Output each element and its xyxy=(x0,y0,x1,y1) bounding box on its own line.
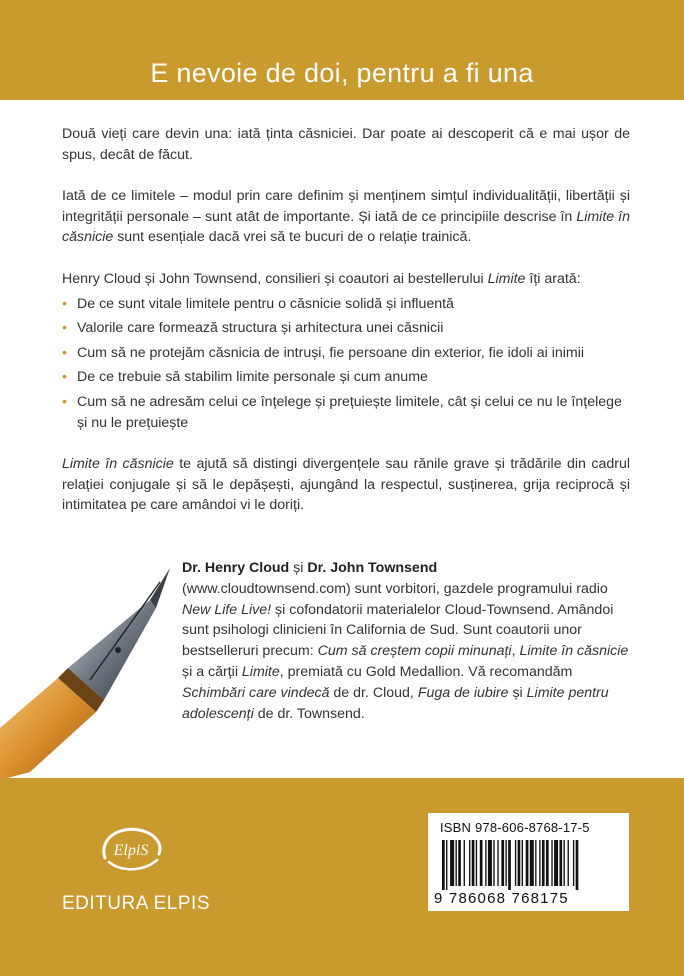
list-item: • De ce sunt vitale limitele pentru o căsnicie solidă și influentă xyxy=(62,294,630,315)
description-text xyxy=(62,124,630,516)
author-bio: Dr. Henry Cloud și Dr. John Townsend (www.cloudtownsend.com) sunt vorbitori, gazdele programului radio New Life Live! și cofondatorii materialelor Cloud-Townsend. Amândoi sunt psihologi clinicieni în California de Sud. Sunt coautorii unor bestselleruri precum: Cum să creștem copii minunați, Limite în căsnicie și a cărții Limite, premiată cu Gold Medallion. Vă recomandăm Schimbări care vindecă de dr. Cloud, Fuga de iubire și Limite pentru adolescenți de dr. Townsend. xyxy=(182,560,629,722)
barcode-bar xyxy=(568,840,569,886)
barcode-bar xyxy=(526,840,529,886)
barcode xyxy=(428,813,629,911)
barcode-bar xyxy=(573,840,574,886)
list-item: • Cum să ne protejăm căsnicia de intruși, fie persoane din exterior, fie idoli ai inimii xyxy=(62,343,630,364)
isbn-label: ISBN 978-606-8768-17-5 xyxy=(440,820,590,835)
barcode-bar xyxy=(442,840,445,890)
logo-text: ElpiS xyxy=(113,842,149,859)
fountain-pen-icon xyxy=(0,560,185,780)
barcode-bar xyxy=(488,840,492,886)
barcode-bar xyxy=(485,840,486,886)
barcode-bar xyxy=(476,840,477,886)
barcode-bar xyxy=(480,840,483,886)
barcode-bar xyxy=(464,840,465,886)
bullet-list xyxy=(62,294,630,434)
list-item: • Cum să ne adresăm celui ce înțelege și prețuiește limitele, cât și celui ce nu le înțelege și nu le prețuiește xyxy=(62,393,622,431)
publisher-name: EDITURA ELPIS xyxy=(62,893,210,914)
barcode-bar xyxy=(505,840,506,886)
barcode-bar xyxy=(456,840,457,886)
list-item: • Valorile care formează structura și arhitectura unei căsnicii xyxy=(62,318,630,339)
barcode-bar xyxy=(472,840,475,886)
barcode-bar xyxy=(535,840,536,886)
barcode-bar xyxy=(539,840,540,886)
barcode-bar xyxy=(446,840,447,890)
barcode-bar xyxy=(508,840,511,890)
bullet-intro: Henry Cloud și John Townsend, consilieri și coautori ai bestellerului Limite îți arată: xyxy=(62,270,581,287)
barcode-bar xyxy=(450,840,454,886)
barcode-bar xyxy=(564,840,565,886)
bullet-icon: • xyxy=(62,344,67,361)
barcode-bar xyxy=(501,840,504,886)
list-item: • De ce trebuie să stabilim limite personale și cum anume xyxy=(62,367,630,388)
bullet-icon: • xyxy=(62,320,67,337)
barcode-bar xyxy=(542,840,545,886)
barcode-bar xyxy=(497,840,498,886)
barcode-bar xyxy=(469,840,470,886)
barcode-bar xyxy=(518,840,521,886)
bullet-icon: • xyxy=(62,393,67,410)
barcode-bar xyxy=(551,840,552,886)
barcode-digits: 9 786068 768175 xyxy=(434,890,569,907)
barcode-bar xyxy=(522,840,523,886)
barcode-bar xyxy=(515,840,516,886)
barcode-bar xyxy=(530,840,534,886)
barcode-bar xyxy=(554,840,558,886)
barcode-bar xyxy=(546,840,549,886)
bullet-icon: • xyxy=(62,369,67,386)
paragraph-2: Iată de ce limitele – modul prin care definim și menținem simțul individualității, libertății și integrității personale – sunt atât de importante. Și iată de ce principiile descrise în Limite în căsnicie sunt esențiale dacă vrei să te bucuri de o relație trainică. xyxy=(62,188,630,246)
page-title: E nevoie de doi, pentru a fi una xyxy=(150,58,534,88)
barcode-bar xyxy=(493,840,494,886)
barcode-bars xyxy=(442,840,618,890)
barcode-bar xyxy=(576,840,579,890)
elpis-logo-icon xyxy=(95,822,167,878)
paragraph-1: Două vieți care devin una: iată ținta căsniciei. Dar poate ai descoperit că e mai ușor de spus, decât de făcut. xyxy=(62,126,630,163)
closing-paragraph: Limite în căsnicie te ajută să distingi divergențele sau rănile grave și trădările din cadrul relației conjugale și să le depășești, ajungând la respectul, susținerea, grija reciprocă și intimitatea pe care amândoi vi le doriți. xyxy=(62,456,630,514)
barcode-bar xyxy=(559,840,562,886)
bullet-icon: • xyxy=(62,295,67,312)
barcode-bar xyxy=(458,840,461,886)
